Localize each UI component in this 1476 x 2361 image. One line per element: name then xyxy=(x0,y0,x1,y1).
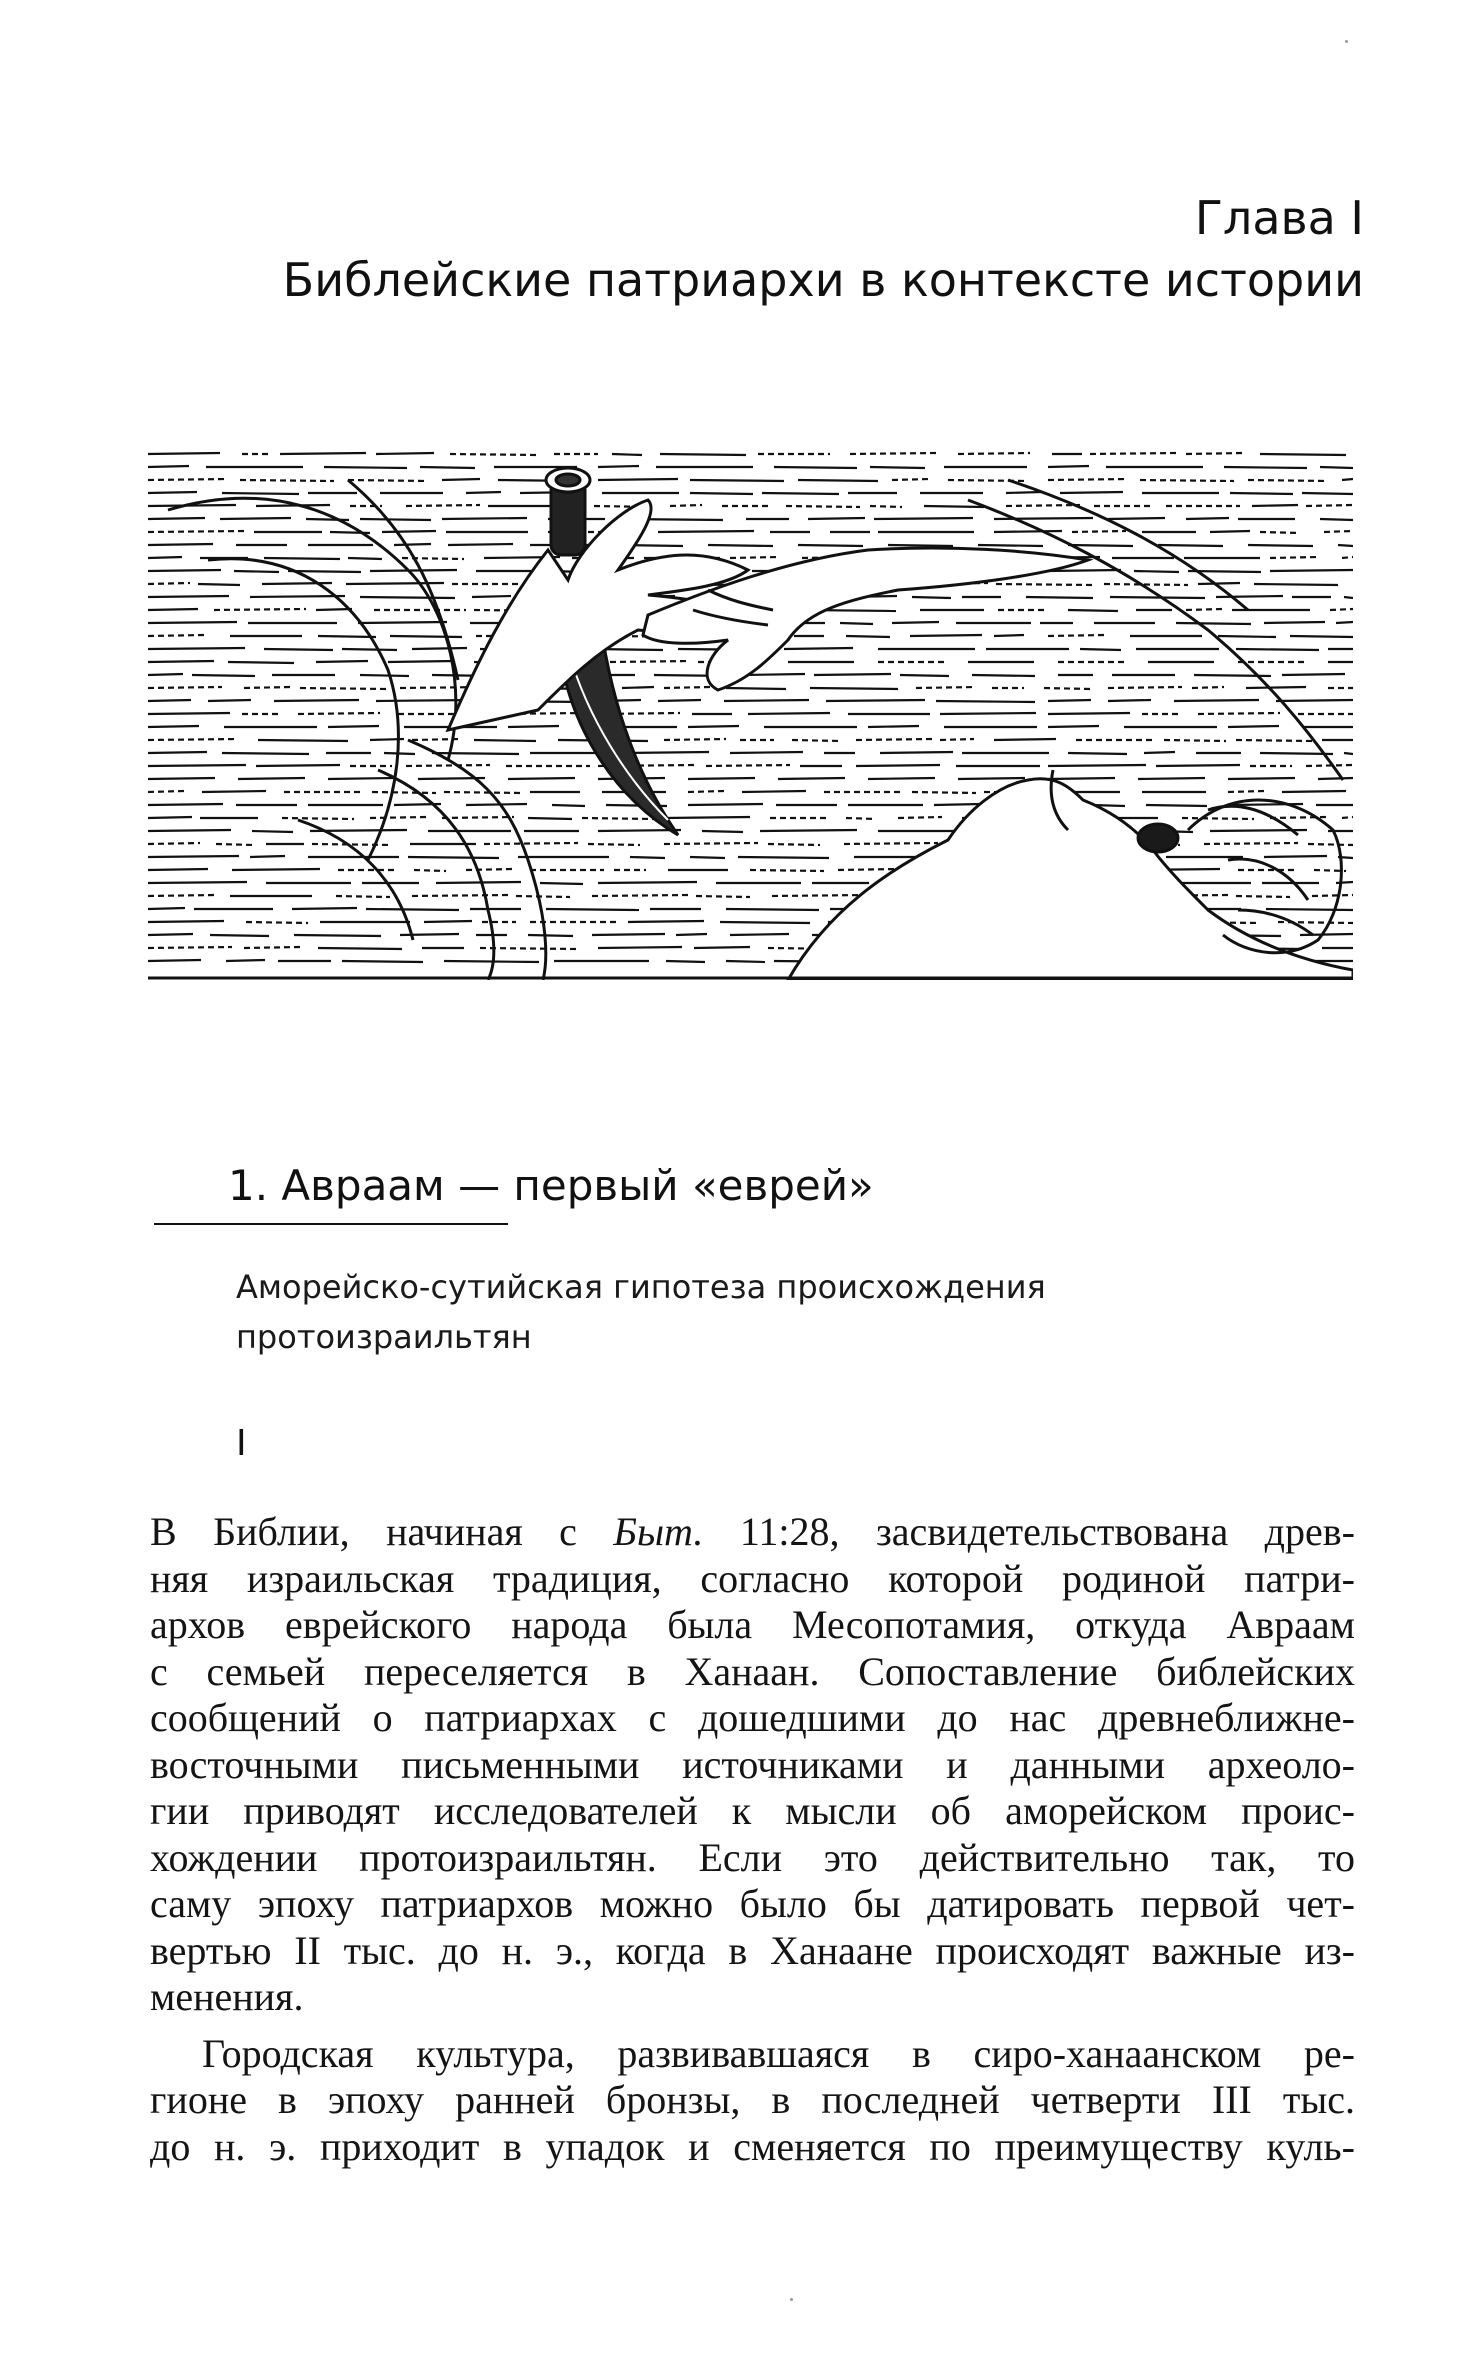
scan-speck xyxy=(1345,40,1348,43)
paragraph-2-line: гионе в эпоху ранней бронзы, в последней четверти III тыс. xyxy=(150,2077,1355,2122)
scan-speck xyxy=(790,2298,793,2301)
paragraph-1-line: В Библии, начиная с Быт. 11:28, засвидетельствована древ- xyxy=(150,1509,1355,1554)
body-text xyxy=(150,1509,1355,2170)
paragraph-1-line: гии приводят исследователей к мысли об аморейском проис- xyxy=(150,1788,1355,1833)
paragraph-1-line: вертью II тыс. до н. э., когда в Ханаане происходят важные из- xyxy=(150,1927,1355,1973)
paragraph-1-line: восточными письменными источниками и данными археоло- xyxy=(150,1741,1355,1787)
part-marker: I xyxy=(236,1423,247,1464)
paragraph-1-line: саму эпоху патриархов можно было бы датировать первой чет- xyxy=(150,1881,1355,1926)
heading-rule xyxy=(154,1223,508,1225)
subheading-line: протоизраильтян xyxy=(236,1318,532,1356)
paragraph-2-line: Городская культура, развивавшаяся в сиро-ханаанском ре- xyxy=(202,2030,1355,2076)
paragraph-1-line: сообщений о патриархах с дошедшими до нас древнеближне- xyxy=(150,1695,1355,1740)
section-subheading xyxy=(236,1262,1236,1362)
paragraph-2-line: до н. э. приходит в упадок и сменяется по преимуществу куль- xyxy=(150,2123,1355,2169)
paragraph-1-line: менения. xyxy=(150,1974,304,2019)
section-heading: 1. Авраам — первый «еврей» xyxy=(228,1161,874,1210)
subheading-line: Аморейско-сутийская гипотеза происхождения xyxy=(236,1268,1046,1306)
isaac-figure xyxy=(788,770,1353,980)
paragraph-1-line: хождении протоизраильтян. Если это действительно так, то xyxy=(150,1834,1355,1880)
paragraph-1-line: с семьей переселяется в Ханаан. Сопоставление библейских xyxy=(150,1648,1355,1694)
paragraph-1-line: архов еврейского народа была Месопотамия, откуда Авраам xyxy=(150,1602,1355,1647)
paragraph-1-line: няя израильская традиция, согласно которой родиной патри- xyxy=(150,1555,1355,1601)
chapter-label: Глава I xyxy=(1194,191,1364,245)
chapter-title: Библейские патриархи в контексте истории xyxy=(282,253,1364,307)
sacrifice-illustration-icon xyxy=(148,440,1353,980)
